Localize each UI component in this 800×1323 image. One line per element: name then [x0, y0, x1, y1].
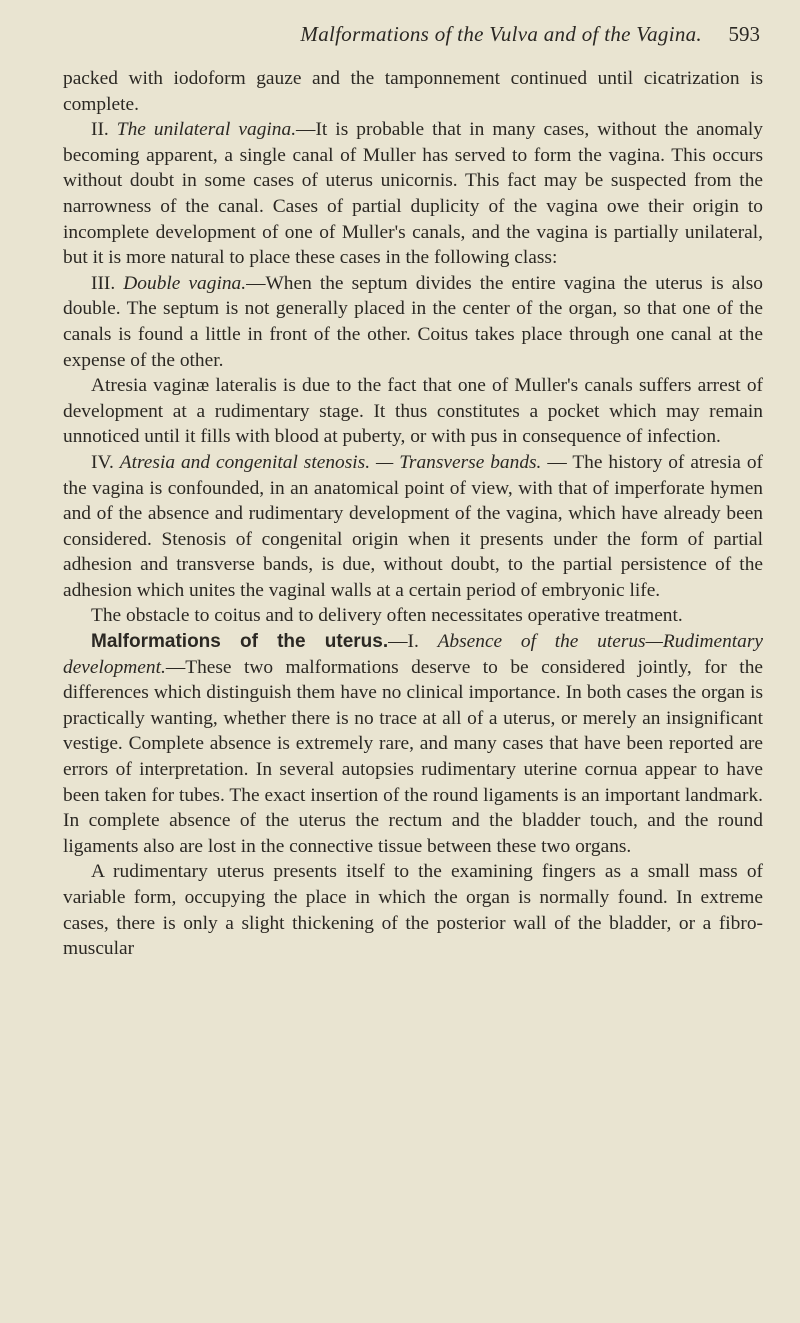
paragraph-text: Atresia vaginæ lateralis is due to the fact that one of Muller's canals suffers arrest of development at a rudimentary stage. It thus constitutes a pocket which may remain unnoticed until it fills with blood at puberty, or with pus in consequence of infection.	[63, 375, 763, 448]
subsection-heading: Atresia and congenital stenosis.	[119, 451, 371, 473]
paragraph-text: packed with iodoform gauze and the tamponnement continued until cicatrization is complete.	[63, 68, 763, 115]
paragraph-atresia-lateralis	[63, 373, 763, 450]
paragraph-text: A rudimentary uterus presents itself to the examining fingers as a small mass of variable form, occupying the place in which the organ is normally found. In extreme cases, there is only a slight thickening of the posterior wall of the bladder, or a fibro-muscular	[63, 861, 763, 960]
subsection-heading: The unilateral vagina.	[116, 119, 297, 141]
paragraph-text: —These two malformations deserve to be considered jointly, for the differences which distinguish them have no clinical importance. In both cases the organ is practically wanting, whether there is no trace at all of a uterus, or merely an insignificant vestige. Complete absence is extremely rare, and many cases that have been reported are errors of interpretation. In several autopsies rudimentary uterine cornua appear to have been taken for tubes. The exact insertion of the round ligaments is an important landmark. In complete absence of the uterus the rectum and the bladder touch, and the round ligaments also are lost in the connective tissue between these two organs.	[63, 656, 763, 857]
subsection-heading: Transverse bands.	[399, 451, 542, 473]
paragraph-uterus-malformations	[63, 629, 763, 859]
paragraph-double-vagina	[63, 271, 763, 373]
running-header	[60, 22, 760, 52]
paragraph-atresia-stenosis	[63, 450, 763, 604]
paragraph-continuation	[63, 66, 763, 117]
paragraph-text: —It is probable that in many cases, without the anomaly becoming apparent, a single canal of Muller has served to form the vagina. This occurs without doubt in some cases of uterus unicornis. This fact may be suspected from the narrowness of the canal. Cases of partial duplicity of the vagina owe their origin to incomplete development of one of Muller's canals, and the vagina is partially unilateral, but it is more natural to place these cases in the following class:	[63, 119, 763, 269]
paragraph-unilateral-vagina	[63, 117, 763, 271]
page-number: 593	[728, 22, 760, 46]
paragraph-obstacle	[63, 603, 763, 629]
running-title: Malformations of the Vulva and of the Vagina.	[300, 22, 702, 46]
subsection-heading: Double vagina.	[123, 272, 247, 294]
section-numeral: —I.	[388, 631, 438, 653]
section-numeral: II.	[91, 119, 117, 141]
subsection-heading: Absence of the uterus—Rudimentary development.	[63, 631, 764, 678]
heading-separator: —	[370, 451, 400, 473]
paragraph-text: —When the septum divides the entire vagina the uterus is also double. The septum is not generally placed in the center of the organ, so that one of the canals is found a little in front of the other. Coitus takes place through one canal at the expense of the other.	[63, 272, 763, 371]
section-numeral: III.	[91, 272, 124, 294]
paragraph-text: — The history of atresia of the vagina is confounded, in an anatomical point of view, with that of imperforate hymen and of the absence and rudimentary development of the vagina, which have already been considered. Stenosis of congenital origin when it presents under the form of partial adhesion and transverse bands, is due, without doubt, to the partial persistence of the adhesion which unites the vaginal walls at a certain period of embryonic life.	[63, 451, 764, 601]
body-text	[63, 66, 763, 962]
section-numeral: IV.	[91, 451, 120, 473]
paragraph-rudimentary-uterus	[63, 859, 763, 961]
section-heading: Malformations of the uterus.	[91, 631, 389, 653]
paragraph-text: The obstacle to coitus and to delivery often necessitates operative treatment.	[91, 605, 683, 627]
